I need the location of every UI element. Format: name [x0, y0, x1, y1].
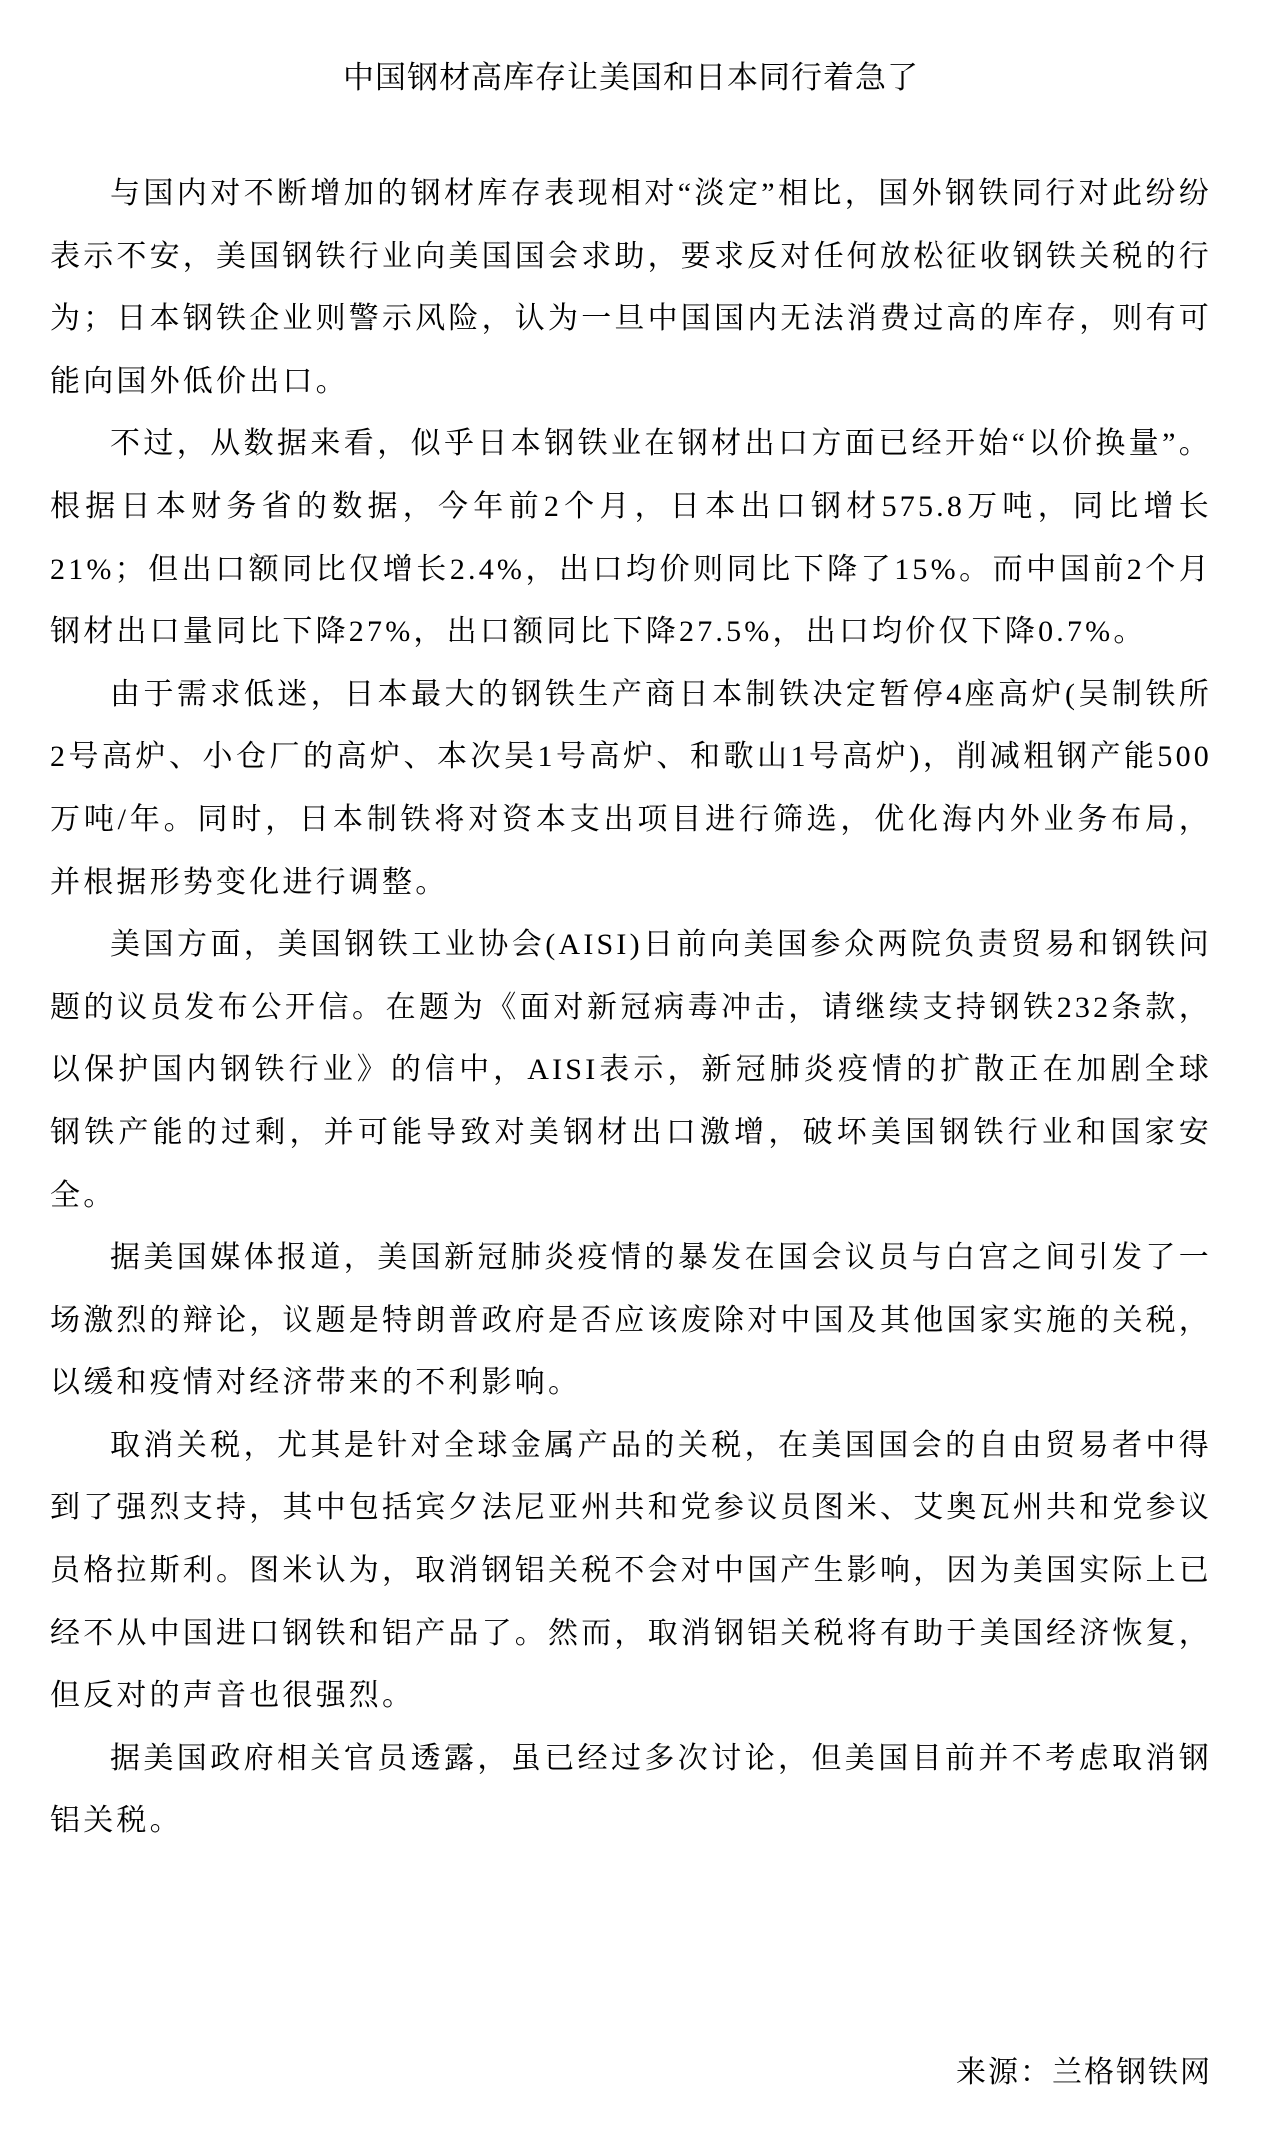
article-title: 中国钢材高库存让美国和日本同行着急了: [343, 60, 919, 95]
article-paragraph: 与国内对不断增加的钢材库存表现相对“淡定”相比，国外钢铁同行对此纷纷表示不安，美国钢铁行业向美国国会求助，要求反对任何放松征收钢铁关税的行为；日本钢铁企业则警示风险，认为一旦中国国内无法消费过高的库存，则有可能向国外低价出口。: [50, 177, 1212, 398]
source-attribution: 来源：兰格钢铁网: [956, 2056, 1212, 2089]
article-paragraph: 美国方面，美国钢铁工业协会(AISI)日前向美国参众两院负责贸易和钢铁问题的议员发布公开信。在题为《面对新冠病毒冲击，请继续支持钢铁232条款，以保护国内钢铁行业》的信中，AISI表示，新冠肺炎疫情的扩散正在加剧全球钢铁产能的过剩，并可能导致对美钢材出口激增，破坏美国钢铁行业和国家安全。: [50, 928, 1212, 1212]
article-paragraph: 不过，从数据来看，似乎日本钢铁业在钢材出口方面已经开始“以价换量”。根据日本财务省的数据，今年前2个月，日本出口钢材575.8万吨，同比增长21%；但出口额同比仅增长2.4%，出口均价则同比下降了15%。而中国前2个月钢材出口量同比下降27%，出口额同比下降27.5%，出口均价仅下降0.7%。: [50, 427, 1212, 649]
article-body: [50, 163, 1212, 1853]
article-paragraph: 取消关税，尤其是针对全球金属产品的关税，在美国国会的自由贸易者中得到了强烈支持，其中包括宾夕法尼亚州共和党参议员图米、艾奥瓦州共和党参议员格拉斯利。图米认为，取消钢铝关税不会对中国产生影响，因为美国实际上已经不从中国进口钢铁和铝产品了。然而，取消钢铝关税将有助于美国经济恢复，但反对的声音也很强烈。: [50, 1428, 1212, 1713]
article-paragraph: 由于需求低迷，日本最大的钢铁生产商日本制铁决定暂停4座高炉(吴制铁所2号高炉、小仓厂的高炉、本次吴1号高炉、和歌山1号高炉)，削减粗钢产能500万吨/年。同时，日本制铁将对资本支出项目进行筛选，优化海内外业务布局，并根据形势变化进行调整。: [50, 677, 1212, 899]
article-paragraph: 据美国政府相关官员透露，虽已经过多次讨论，但美国目前并不考虑取消钢铝关税。: [50, 1741, 1212, 1838]
article-paragraph: 据美国媒体报道，美国新冠肺炎疫情的暴发在国会议员与白宫之间引发了一场激烈的辩论，议题是特朗普政府是否应该废除对中国及其他国家实施的关税，以缓和疫情对经济带来的不利影响。: [50, 1241, 1212, 1400]
